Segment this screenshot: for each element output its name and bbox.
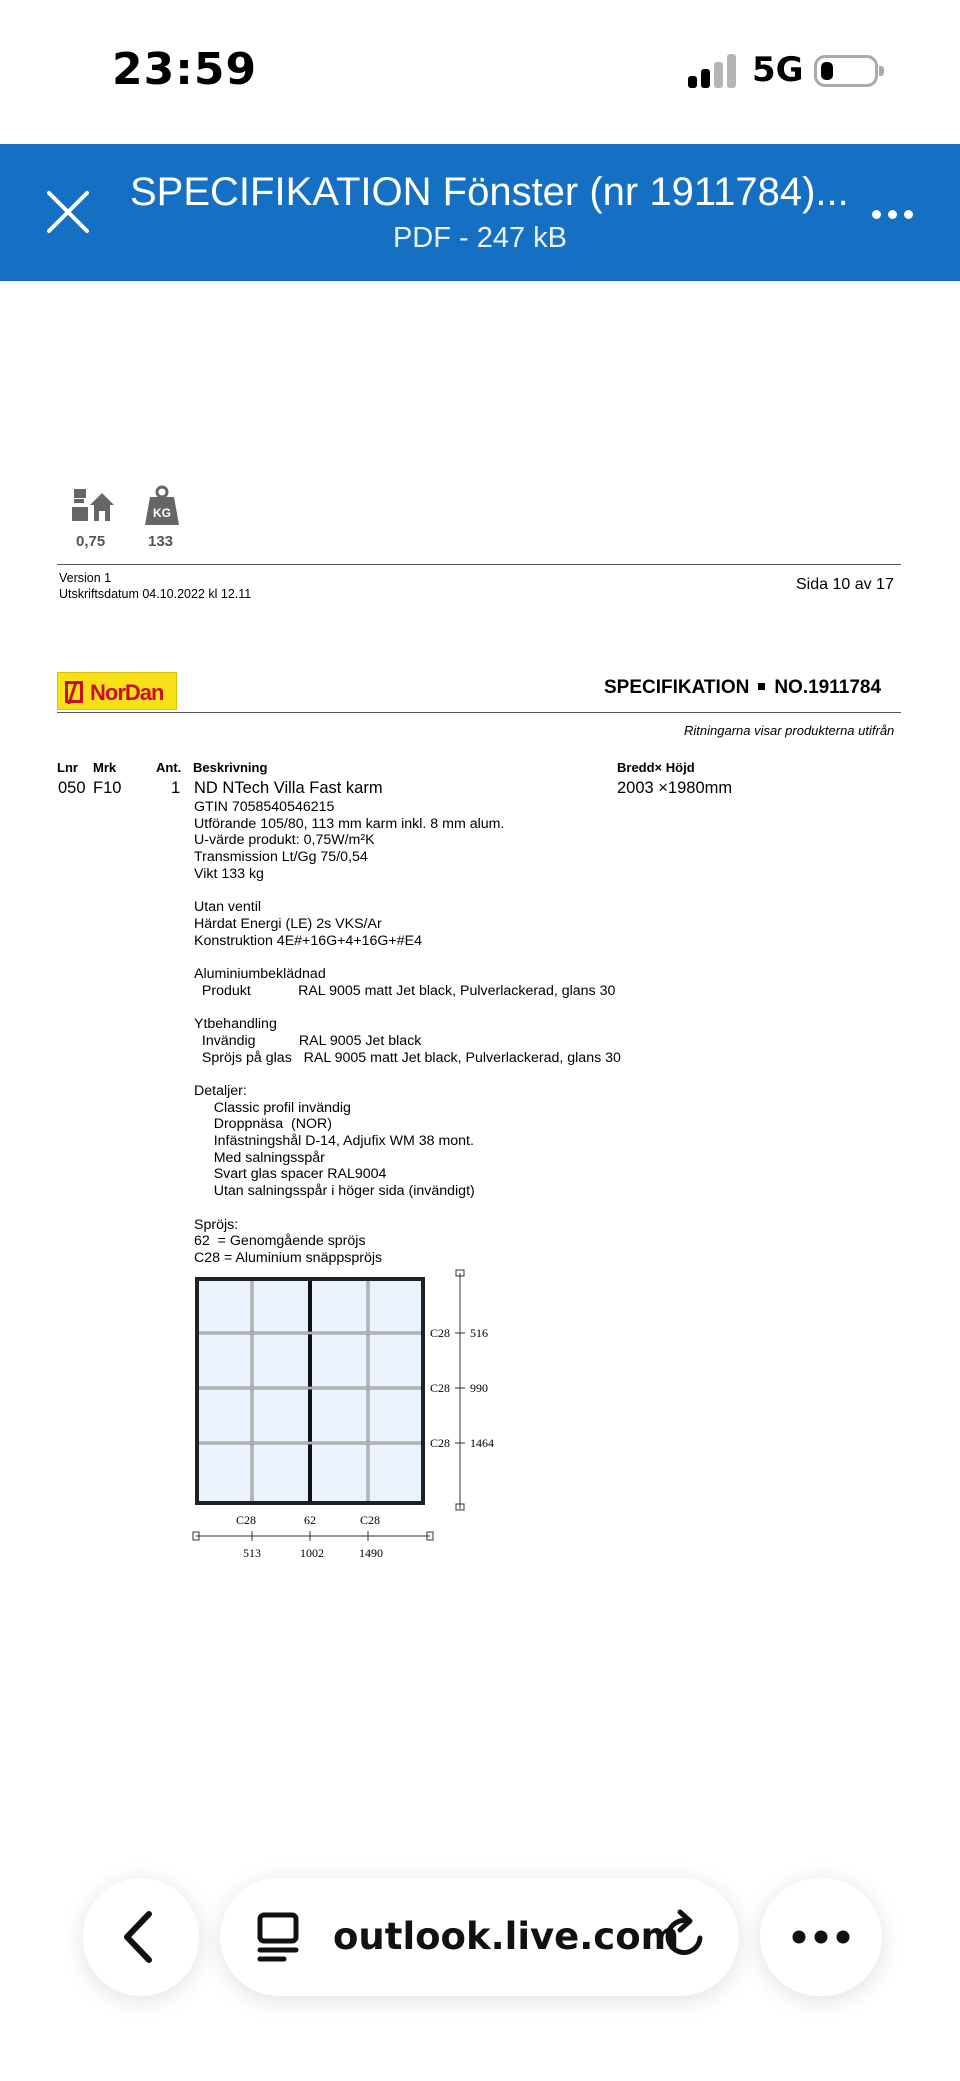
more-options-button[interactable] [864, 192, 920, 236]
divider [57, 712, 901, 713]
more-menu-button[interactable] [760, 1878, 882, 1996]
drawing-disclaimer: Ritningarna visar produkterna utifrån [684, 723, 895, 738]
description-block: GTIN 7058540546215 Utförande 105/80, 113 mm karm inkl. 8 mm alum. U-värde produkt: 0,75W/m²K Transmission Lt/Gg 75/0,54 Vikt 133 kg Utan ventil Härdat Energi (LE) 2s VKS/Ar Konstruktion 4E#+16G+4+16G+#E4 Aluminiumbeklädnad Produkt RAL 9005 matt Jet black, Pulverlackerad, glans 30 Ytbehandling Invändig RAL 9005 Jet black Spröjs på glas RAL 9005 matt Jet black, Pulverlackerad, glans 30 Detaljer: Classic profil invändig Droppnäsa (NOR) Infästningshål D-14, Adjufix WM 38 mont. Med salningsspår Svart glas spacer RAL9004 Utan salningsspår i höger sida (invändigt) Spröjs: 62 = Genomgående spröjs C28 = Aluminium snäppspröjs [194, 799, 621, 1266]
row-mrk: F10 [93, 779, 122, 797]
column-mrk: Mrk [93, 760, 117, 775]
right-code-1: C28 [430, 1326, 451, 1340]
right-dim-2: 990 [470, 1381, 488, 1395]
status-bar [0, 0, 960, 144]
right-dim-1: 516 [470, 1326, 488, 1340]
row-product: ND NTech Villa Fast karm [194, 779, 383, 797]
energy-house-icon [72, 487, 114, 527]
document-title: SPECIFIKATION Fönster (nr 1911784)... [130, 170, 849, 214]
battery-icon [814, 55, 878, 87]
right-dim-3: 1464 [470, 1436, 494, 1450]
row-quantity: 1 [171, 779, 181, 797]
more-icon [790, 1928, 852, 1946]
bottom-dimension-line [190, 1526, 450, 1566]
bottom-dim-2: 1002 [300, 1546, 324, 1560]
bottom-dim-3: 1490 [359, 1546, 383, 1560]
bottom-dim-1: 513 [243, 1546, 261, 1560]
column-description: Beskrivning [193, 760, 268, 775]
url-text: outlook.live.com [333, 1915, 680, 1958]
viewer-header [0, 144, 960, 281]
nordan-logo: NorDan [57, 672, 177, 710]
svg-text:KG: KG [153, 506, 171, 520]
right-code-3: C28 [430, 1436, 451, 1450]
close-icon [40, 184, 96, 240]
bottom-code-1: C28 [235, 1513, 257, 1527]
reader-page-icon [256, 1912, 300, 1962]
version-text: Version 1 [59, 571, 112, 585]
right-code-2: C28 [430, 1381, 451, 1395]
network-type: 5G [752, 50, 804, 90]
window-drawing [190, 1271, 510, 1527]
row-size: 2003 ×1980mm [617, 779, 733, 797]
page-number: Sida 10 av 17 [796, 576, 894, 593]
print-date: Utskriftsdatum 04.10.2022 kl 12.11 [59, 587, 252, 601]
pdf-page[interactable] [0, 281, 960, 1761]
more-icon [872, 210, 881, 219]
energy-value: 0,75 [76, 533, 106, 550]
browser-toolbar [0, 1860, 960, 2010]
document-subtitle: PDF - 247 kB [392, 222, 568, 254]
column-ant: Ant. [156, 760, 182, 775]
column-size: Bredd× Höjd [617, 760, 695, 775]
column-lnr: Lnr [57, 760, 78, 775]
bottom-code-3: C28 [359, 1513, 381, 1527]
kg-weight-icon [144, 485, 180, 527]
bottom-code-2: 62 [304, 1513, 316, 1527]
weight-value: 133 [148, 533, 174, 550]
row-lnr: 050 [58, 779, 86, 797]
chevron-left-icon [119, 1910, 159, 1964]
close-button[interactable] [40, 184, 96, 240]
divider [57, 564, 901, 565]
status-time: 23:59 [112, 44, 258, 95]
spec-heading: SPECIFIKATION NO.1911784 [604, 677, 882, 698]
cellular-signal-icon [688, 54, 740, 88]
back-button[interactable] [83, 1878, 199, 1996]
